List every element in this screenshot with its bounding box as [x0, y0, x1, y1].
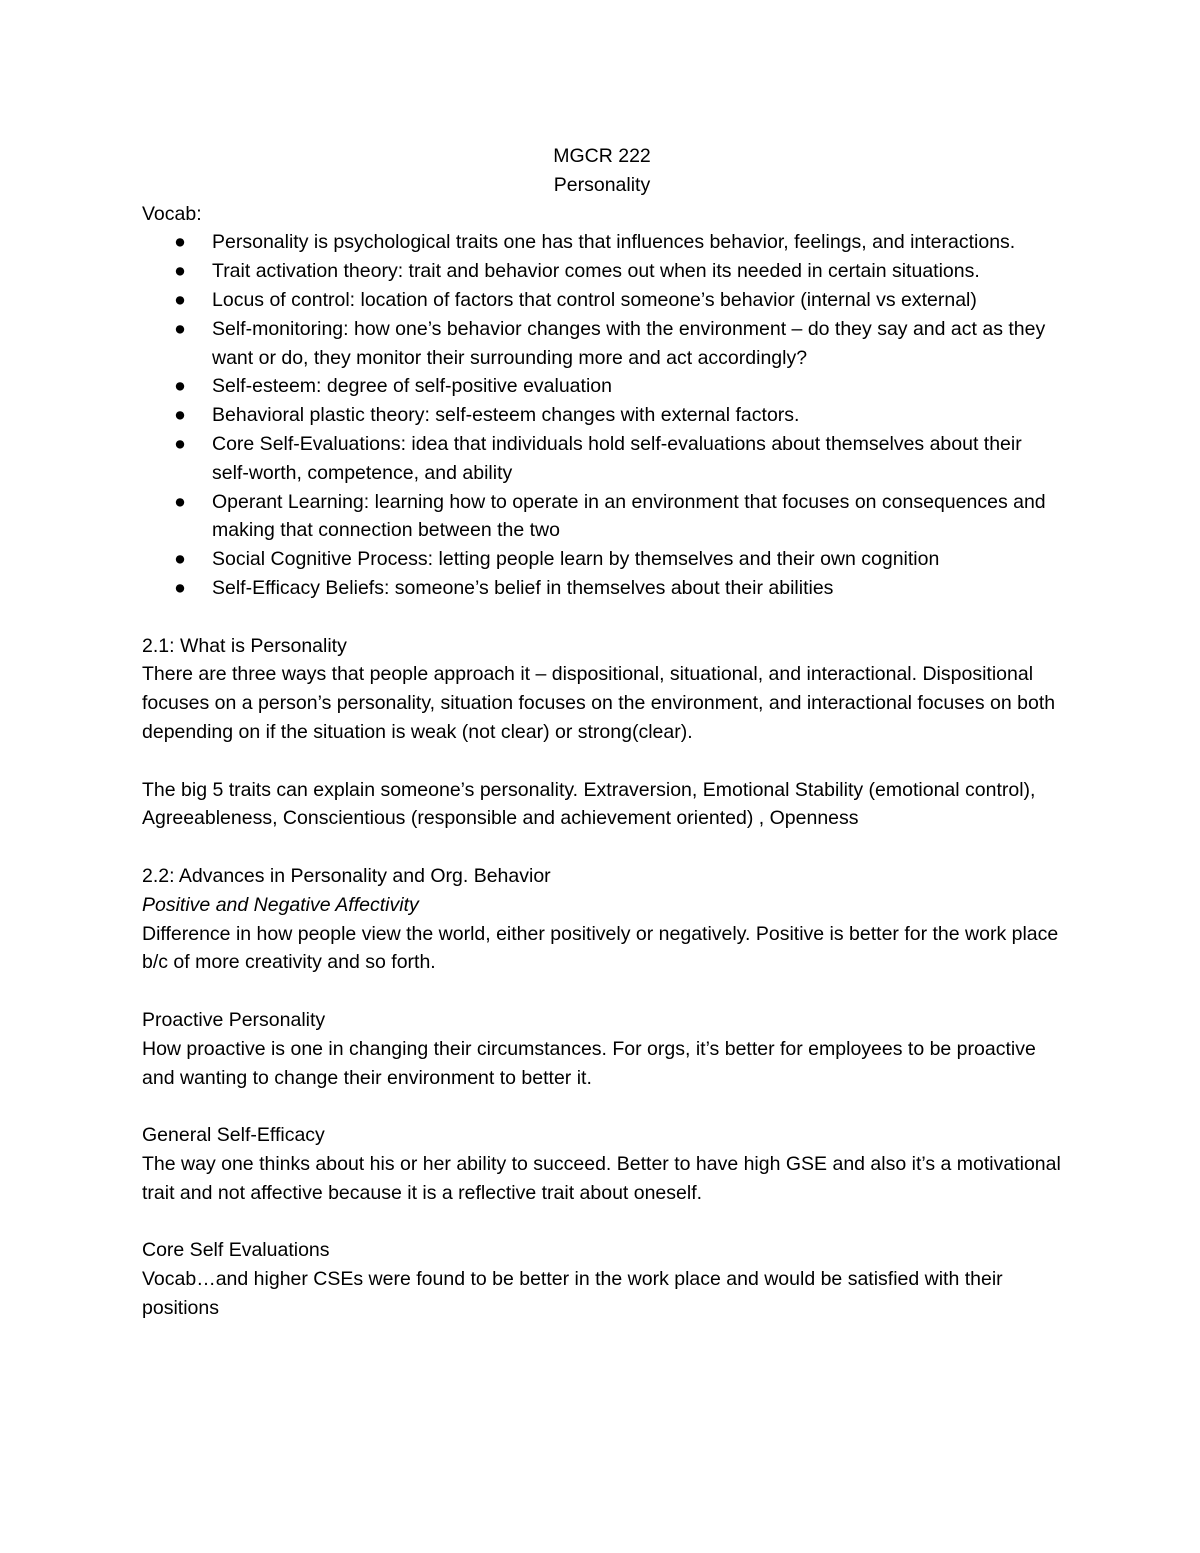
vocab-item-text: Social Cognitive Process: letting people learn by themselves and their own cognition — [212, 548, 940, 571]
list-item — [174, 286, 1062, 315]
list-item — [174, 430, 1062, 488]
proactive-paragraph: How proactive is one in changing their circumstances. For orgs, it’s better for employees to be proactive and wanting to change their environment to better it. — [142, 1037, 1036, 1089]
section-heading-2-1: 2.1: What is Personality — [142, 634, 347, 657]
spacer — [142, 1092, 1062, 1121]
subheading-cse: Core Self Evaluations — [142, 1239, 330, 1262]
subheading-proactive: Proactive Personality — [142, 1008, 326, 1031]
bullet-icon: ● — [174, 490, 186, 513]
section-2-1-paragraph-1: There are three ways that people approach it – dispositional, situational, and interactional. Dispositional focuses on a person’s personality, situation focuses on the environment, and interactional focuses on both depending on if the situation is weak (not clear) or strong(clear). — [142, 663, 1056, 743]
document-page — [142, 142, 1062, 1323]
affectivity-paragraph: Difference in how people view the world, either positively or negatively. Positive is better for the work place b/c of more creativity and so forth. — [142, 922, 1059, 974]
list-item — [174, 545, 1062, 574]
list-item — [174, 372, 1062, 401]
list-item — [174, 315, 1062, 373]
bullet-icon: ● — [174, 231, 186, 254]
page-title: Personality — [553, 173, 651, 196]
gse-paragraph: The way one thinks about his or her ability to succeed. Better to have high GSE and also it’s a motivational trait and not affective because it is a reflective trait about oneself. — [142, 1152, 1061, 1204]
vocab-list — [142, 228, 1062, 602]
bullet-icon: ● — [174, 404, 186, 427]
list-item — [174, 257, 1062, 286]
vocab-label: Vocab: — [142, 202, 202, 225]
spacer — [142, 603, 1062, 632]
list-item — [174, 401, 1062, 430]
vocab-item-text: Self-esteem: degree of self-positive evaluation — [212, 375, 612, 398]
vocab-item-text: Locus of control: location of factors that control someone’s behavior (internal vs external) — [212, 288, 977, 311]
bullet-icon: ● — [174, 548, 186, 571]
course-title: MGCR 222 — [553, 145, 651, 167]
bullet-icon: ● — [174, 260, 186, 283]
list-item — [174, 488, 1062, 546]
vocab-item-text: Trait activation theory: trait and behavior comes out when its needed in certain situations. — [212, 260, 980, 283]
bullet-icon: ● — [174, 432, 186, 455]
vocab-item-text: Behavioral plastic theory: self-esteem changes with external factors. — [212, 404, 800, 427]
spacer — [142, 833, 1062, 862]
subheading-gse: General Self-Efficacy — [142, 1124, 325, 1147]
bullet-icon: ● — [174, 576, 186, 599]
spacer — [142, 747, 1062, 776]
list-item — [174, 228, 1062, 257]
section-2-1-paragraph-2: The big 5 traits can explain someone’s personality. Extraversion, Emotional Stability (emotional control), Agreeableness, Conscientious (responsible and achievement oriented) , Openness — [142, 778, 1036, 830]
spacer — [142, 977, 1062, 1006]
section-heading-2-2: 2.2: Advances in Personality and Org. Behavior — [142, 864, 551, 887]
bullet-icon: ● — [174, 375, 186, 398]
vocab-item-text: Self-monitoring: how one’s behavior changes with the environment – do they say and act as they want or do, they monitor their surrounding more and act accordingly? — [212, 317, 1046, 369]
spacer — [142, 1207, 1062, 1236]
vocab-item-text: Self-Efficacy Beliefs: someone’s belief in themselves about their abilities — [212, 576, 834, 599]
subheading-affectivity: Positive and Negative Affectivity — [142, 893, 419, 916]
cse-paragraph: Vocab…and higher CSEs were found to be better in the work place and would be satisfied with their positions — [142, 1268, 1003, 1319]
vocab-item-text: Personality is psychological traits one has that influences behavior, feelings, and interactions. — [212, 231, 1016, 254]
vocab-item-text: Core Self-Evaluations: idea that individuals hold self-evaluations about themselves about their self-worth, competence, and ability — [212, 432, 1022, 484]
vocab-item-text: Operant Learning: learning how to operate in an environment that focuses on consequences and making that connection between the two — [212, 490, 1046, 542]
bullet-icon: ● — [174, 317, 186, 340]
list-item — [174, 574, 1062, 603]
bullet-icon: ● — [174, 288, 186, 311]
